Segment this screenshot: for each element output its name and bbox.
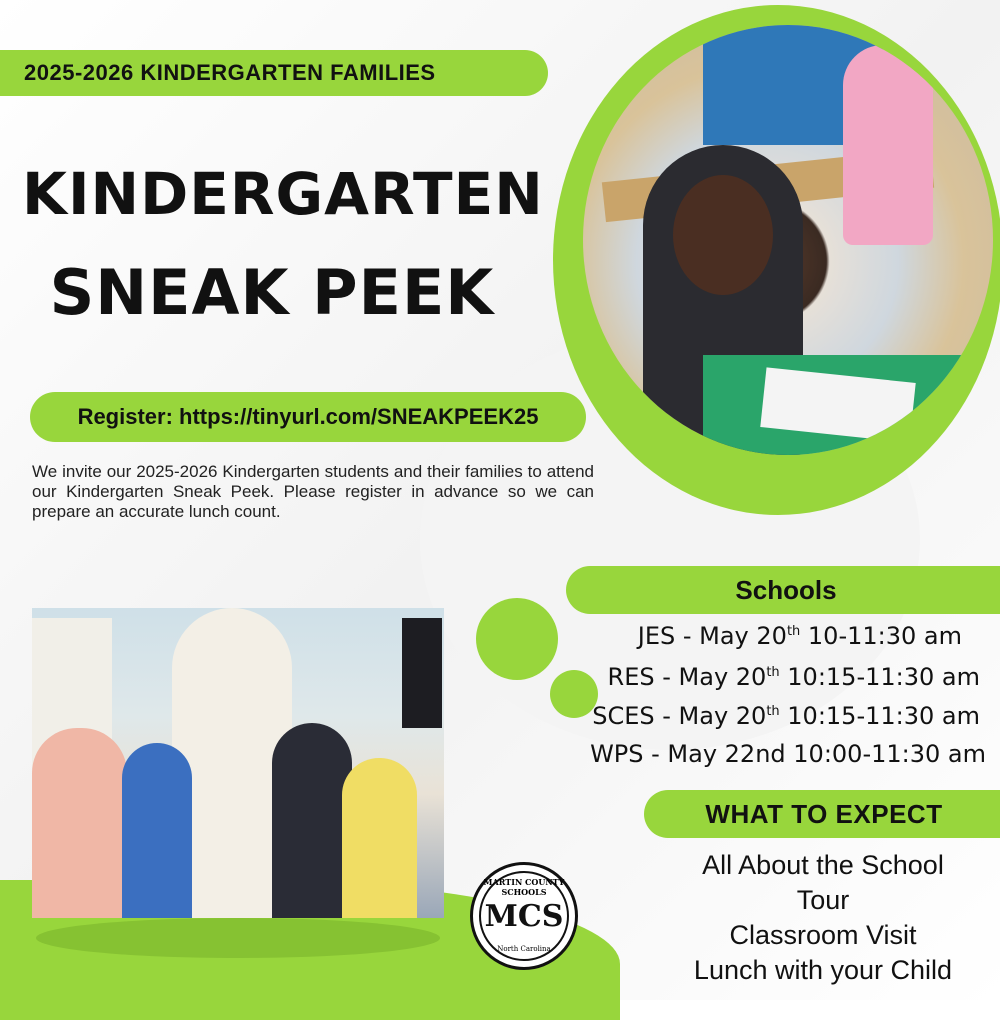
logo-initials: MCS <box>484 898 564 934</box>
schedule-label: SCES - May 20 <box>592 702 767 730</box>
register-link[interactable]: Register: https://tinyurl.com/SNEAKPEEK25 <box>77 404 539 429</box>
photo-kid3-shape <box>272 723 352 918</box>
deco-circle-small <box>550 670 598 718</box>
register-pill[interactable] <box>30 392 586 442</box>
expect-item: All About the School <box>702 850 944 880</box>
schedule-label: RES - May 20 <box>607 663 767 691</box>
logo-top-text: MARTIN COUNTY SCHOOLS <box>483 877 565 897</box>
expect-item: Tour <box>796 885 850 915</box>
schedule-time: 10:00-11:30 am <box>785 740 986 768</box>
photo-shadow <box>36 918 440 958</box>
schedule-suffix: th <box>766 665 780 680</box>
classroom-photo <box>583 25 993 455</box>
description-text: We invite our 2025-2026 Kindergarten students and their families to attend our Kindergarten Sneak Peek. Please register in advance so we can prepare an accurate lunch count. <box>32 462 594 521</box>
photo-kid1-shape <box>32 728 127 918</box>
classroom-photo-frame <box>553 5 1000 515</box>
schedule-label: JES - May 20 <box>637 622 787 650</box>
schedule-item <box>592 702 980 730</box>
deco-circle-large <box>476 598 558 680</box>
schedule-suffix: th <box>766 704 780 719</box>
schedule-item <box>608 663 980 691</box>
logo-bottom-text: North Carolina <box>497 945 551 953</box>
expect-item: Lunch with your Child <box>693 955 953 985</box>
expect-list <box>660 848 986 988</box>
photo-kid2-shape <box>122 743 192 918</box>
schedule-suffix: th <box>786 624 801 639</box>
photo-face-shape <box>673 175 773 295</box>
schedule-time: 10:15-11:30 am <box>779 702 980 730</box>
photo-kid4-shape <box>342 758 417 918</box>
photo-screen-shape <box>402 618 442 728</box>
schools-heading-pill <box>566 566 1000 614</box>
families-banner <box>0 50 548 96</box>
photo-child2-shape <box>843 45 933 245</box>
teacher-kids-photo <box>32 608 444 918</box>
schedule-label: WPS - May 22nd <box>590 740 786 768</box>
schedule-item <box>590 740 986 768</box>
school-logo <box>470 862 578 970</box>
schedule-item <box>638 622 962 650</box>
expect-heading-pill <box>644 790 1000 838</box>
schedule-time: 10:15-11:30 am <box>779 663 980 691</box>
expect-item: Classroom Visit <box>729 920 917 950</box>
title-line2: SNEAK PEEK <box>49 256 495 329</box>
title-line1: KINDERGARTEN <box>22 160 544 228</box>
schedule-time: 10-11:30 am <box>800 622 962 650</box>
schools-heading: Schools <box>735 574 837 605</box>
banner-text: 2025-2026 KINDERGARTEN FAMILIES <box>24 60 436 85</box>
expect-heading: WHAT TO EXPECT <box>705 798 943 829</box>
